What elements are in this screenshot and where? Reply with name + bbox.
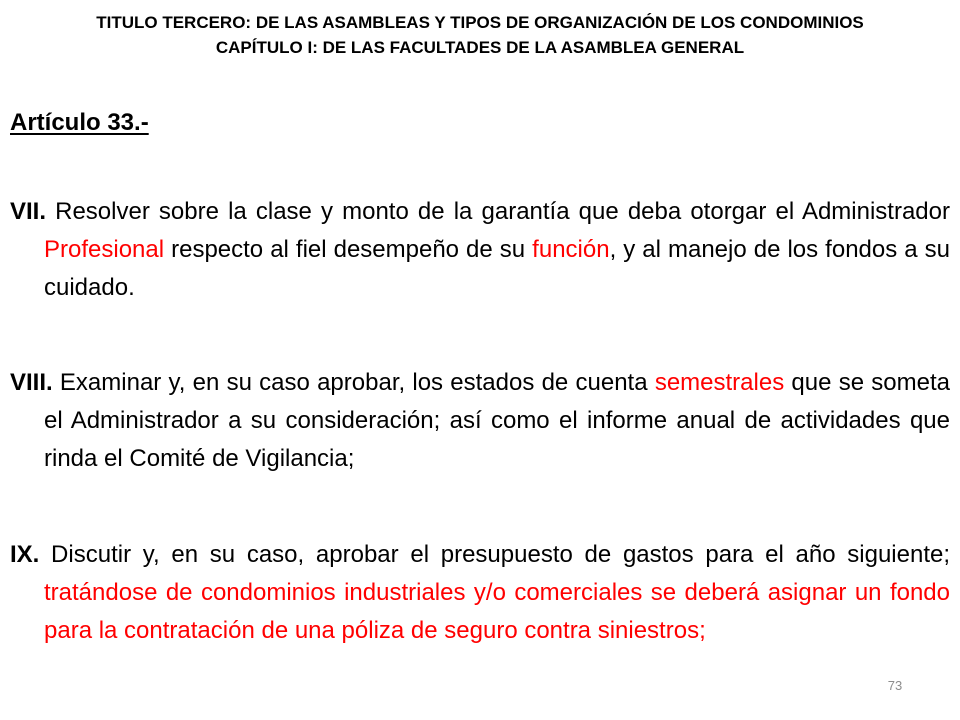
item-number: VII. — [10, 198, 47, 225]
item-number: VIII. — [10, 369, 53, 396]
chapter-line: CAPÍTULO I: DE LAS FACULTADES DE LA ASAMBLEA GENERAL — [215, 38, 745, 57]
highlighted-term: semestrales — [654, 369, 785, 396]
article-title: Artículo 33.- — [10, 109, 149, 136]
highlighted-term: tratándose de condominios industriales y/o comerciales se deberá asignar un fondo para la contratación de una póliza de seguro contra siniestros; — [44, 579, 950, 644]
item-vii-paragraph — [10, 193, 950, 307]
item-text: respecto al fiel desempeño de su — [164, 236, 533, 263]
title-line: TITULO TERCERO: DE LAS ASAMBLEAS Y TIPOS DE ORGANIZACIÓN DE LOS CONDOMINIOS — [96, 13, 864, 32]
highlighted-term: función — [532, 236, 610, 263]
item-text: , y al manejo de los fondos a su cuidado. — [44, 236, 950, 301]
item-text: Discutir y, en su caso, aprobar el presupuesto de gastos para el año siguiente; — [39, 541, 950, 568]
item-text: Resolver sobre la clase y monto de la garantía que deba otorgar el Administrador — [46, 198, 950, 225]
item-text: Examinar y, en su caso aprobar, los estados de cuenta — [52, 369, 655, 396]
item-number: IX. — [10, 541, 40, 568]
item-ix-paragraph — [10, 536, 950, 650]
slide-header — [0, 10, 960, 60]
item-viii-paragraph — [10, 364, 950, 478]
highlighted-term: Profesional — [44, 236, 165, 263]
item-text: que se someta el Administrador a su consideración; así como el informe anual de actividades que rinda el Comité de Vigilancia; — [44, 369, 950, 472]
page-number: 73 — [887, 678, 903, 693]
